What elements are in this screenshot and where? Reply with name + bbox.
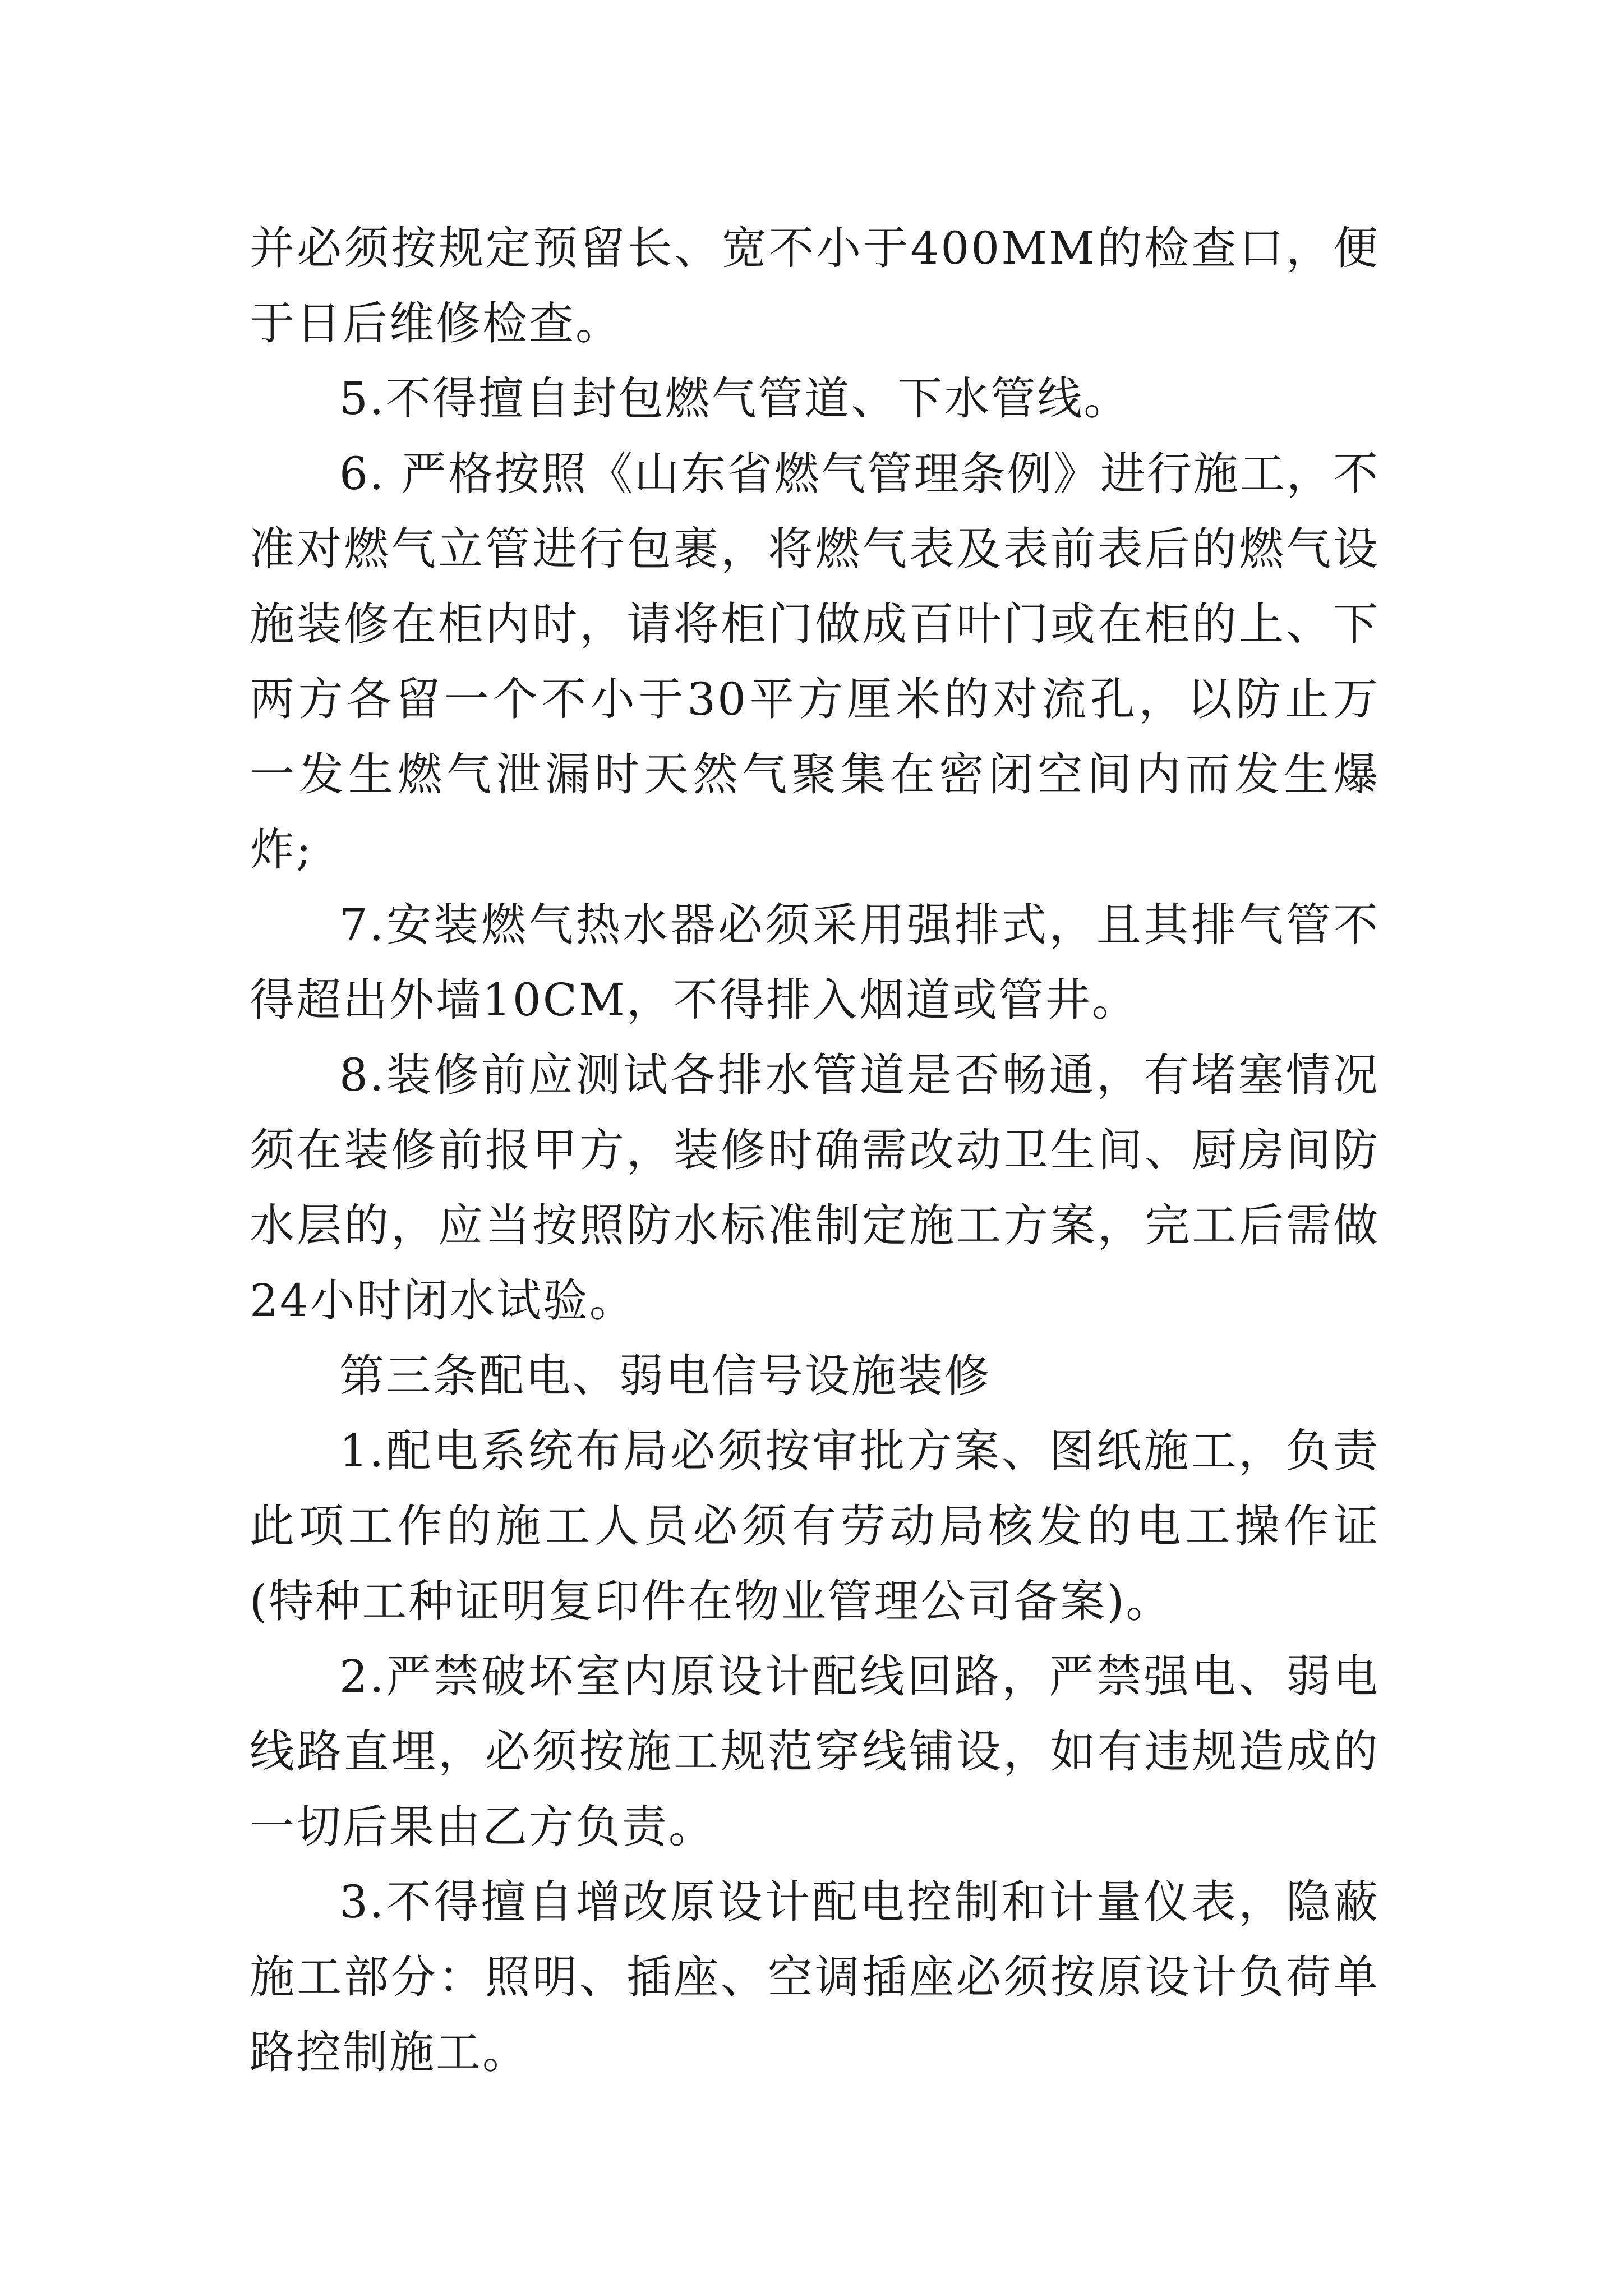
section-heading-article-3: 第三条配电、弱电信号设施装修 — [339, 1350, 991, 1402]
paragraph-item-5: 5.不得擅自封包燃气管道、下水管线。 — [339, 372, 1131, 425]
paragraph-article3-item-3: 3.不得擅自增改原设计配电控制和计量仪表，隐蔽施工部分：照明、插座、空调插座必须按原设计负荷单路控制施工。 — [250, 1876, 1380, 2078]
paragraph-inspection-opening: 并必须按规定预留长、宽不小于400MM的检查口，便于日后维修检查。 — [250, 222, 1380, 349]
paragraph-item-7: 7.安装燃气热水器必须采用强排式，且其排气管不得超出外墙10CM，不得排入烟道或管井。 — [250, 899, 1380, 1026]
paragraph-item-8: 8.装修前应测试各排水管道是否畅通，有堵塞情况须在装修前报甲方，装修时确需改动卫生间、厨房间防水层的，应当按照防水标准制定施工方案，完工后需做24小时闭水试验。 — [250, 1049, 1380, 1327]
paragraph-article3-item-1: 1.配电系统布局必须按审批方案、图纸施工，负责此项工作的施工人员必须有劳动局核发的电工操作证(特种工种证明复印件在物业管理公司备案)。 — [250, 1425, 1380, 1627]
document-body — [250, 211, 1380, 2090]
paragraph-item-6: 6. 严格按照《山东省燃气管理条例》进行施工，不准对燃气立管进行包裹，将燃气表及表前表后的燃气设施装修在柜内时，请将柜门做成百叶门或在柜的上、下两方各留一个不小于30平方厘米的对流孔，以防止万一发生燃气泄漏时天然气聚集在密闭空间内而发生爆炸; — [250, 448, 1380, 876]
paragraph-article3-item-2: 2.严禁破坏室内原设计配线回路，严禁强电、弱电线路直埋，必须按施工规范穿线铺设，如有违规造成的一切后果由乙方负责。 — [250, 1650, 1380, 1853]
